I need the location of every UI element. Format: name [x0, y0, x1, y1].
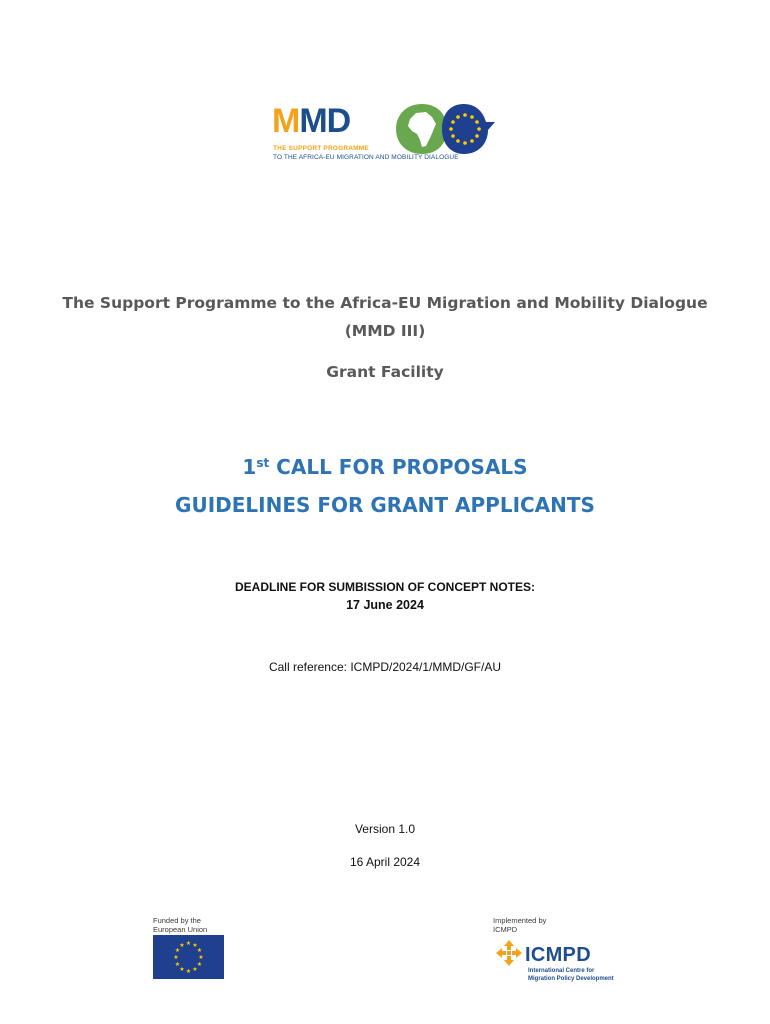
funded-by-line2: European Union [153, 925, 208, 934]
africa-eu-bubbles-icon [392, 100, 498, 160]
version-label: Version 1.0 [354, 822, 416, 836]
call-ordinal-suffix: st [256, 456, 270, 470]
funded-by-line1: Funded by the [153, 916, 201, 925]
implemented-by-line1: Implemented by [493, 916, 547, 925]
mmd-wordmark: MMD [272, 102, 351, 140]
call-title [0, 448, 770, 524]
svg-text:★: ★ [179, 942, 185, 949]
svg-text:★: ★ [179, 966, 185, 973]
call-reference: Call reference: ICMPD/2024/1/MMD/GF/AU [268, 660, 502, 674]
svg-text:★: ★ [173, 954, 179, 961]
svg-text:★: ★ [185, 940, 192, 947]
svg-text:★: ★ [185, 968, 192, 975]
icmpd-wordmark: ICMPD [525, 944, 591, 966]
document-date: 16 April 2024 [349, 855, 421, 869]
call-title-line1 [0, 448, 770, 486]
implemented-by-line2: ICMPD [493, 925, 518, 934]
programme-title [0, 289, 770, 345]
call-ordinal-number: 1 [242, 455, 257, 479]
mmd-logo-line2: TO THE AFRICA-EU MIGRATION AND MOBILITY DIALOGUE [273, 154, 459, 161]
svg-text:★: ★ [174, 961, 181, 968]
programme-title-line2: (MMD III) [344, 322, 426, 340]
mmd-logo-line1: THE SUPPORT PROGRAMME [273, 145, 369, 152]
deadline-label: DEADLINE FOR SUMBISSION OF CONCEPT NOTES: [234, 580, 535, 594]
deadline-date: 17 June 2024 [346, 598, 424, 612]
call-title-line2: GUIDELINES FOR GRANT APPLICANTS [175, 493, 595, 517]
icmpd-arrows-icon [495, 939, 523, 967]
eu-flag-icon [153, 935, 224, 979]
grant-facility-heading: Grant Facility [326, 363, 444, 381]
icmpd-logo [493, 916, 633, 982]
mmd-logo [270, 98, 510, 170]
svg-text:★: ★ [196, 947, 203, 954]
svg-text:★: ★ [192, 942, 198, 949]
svg-text:★: ★ [192, 966, 198, 973]
call-title-text: CALL FOR PROPOSALS [269, 455, 528, 479]
svg-text:★: ★ [174, 947, 181, 954]
icmpd-full-name: International Centre for Migration Policy Development [528, 968, 614, 982]
svg-text:★: ★ [196, 961, 203, 968]
svg-text:★: ★ [198, 954, 204, 961]
programme-title-line1: The Support Programme to the Africa-EU Migration and Mobility Dialogue [62, 294, 708, 312]
eu-funded-logo [153, 916, 233, 975]
